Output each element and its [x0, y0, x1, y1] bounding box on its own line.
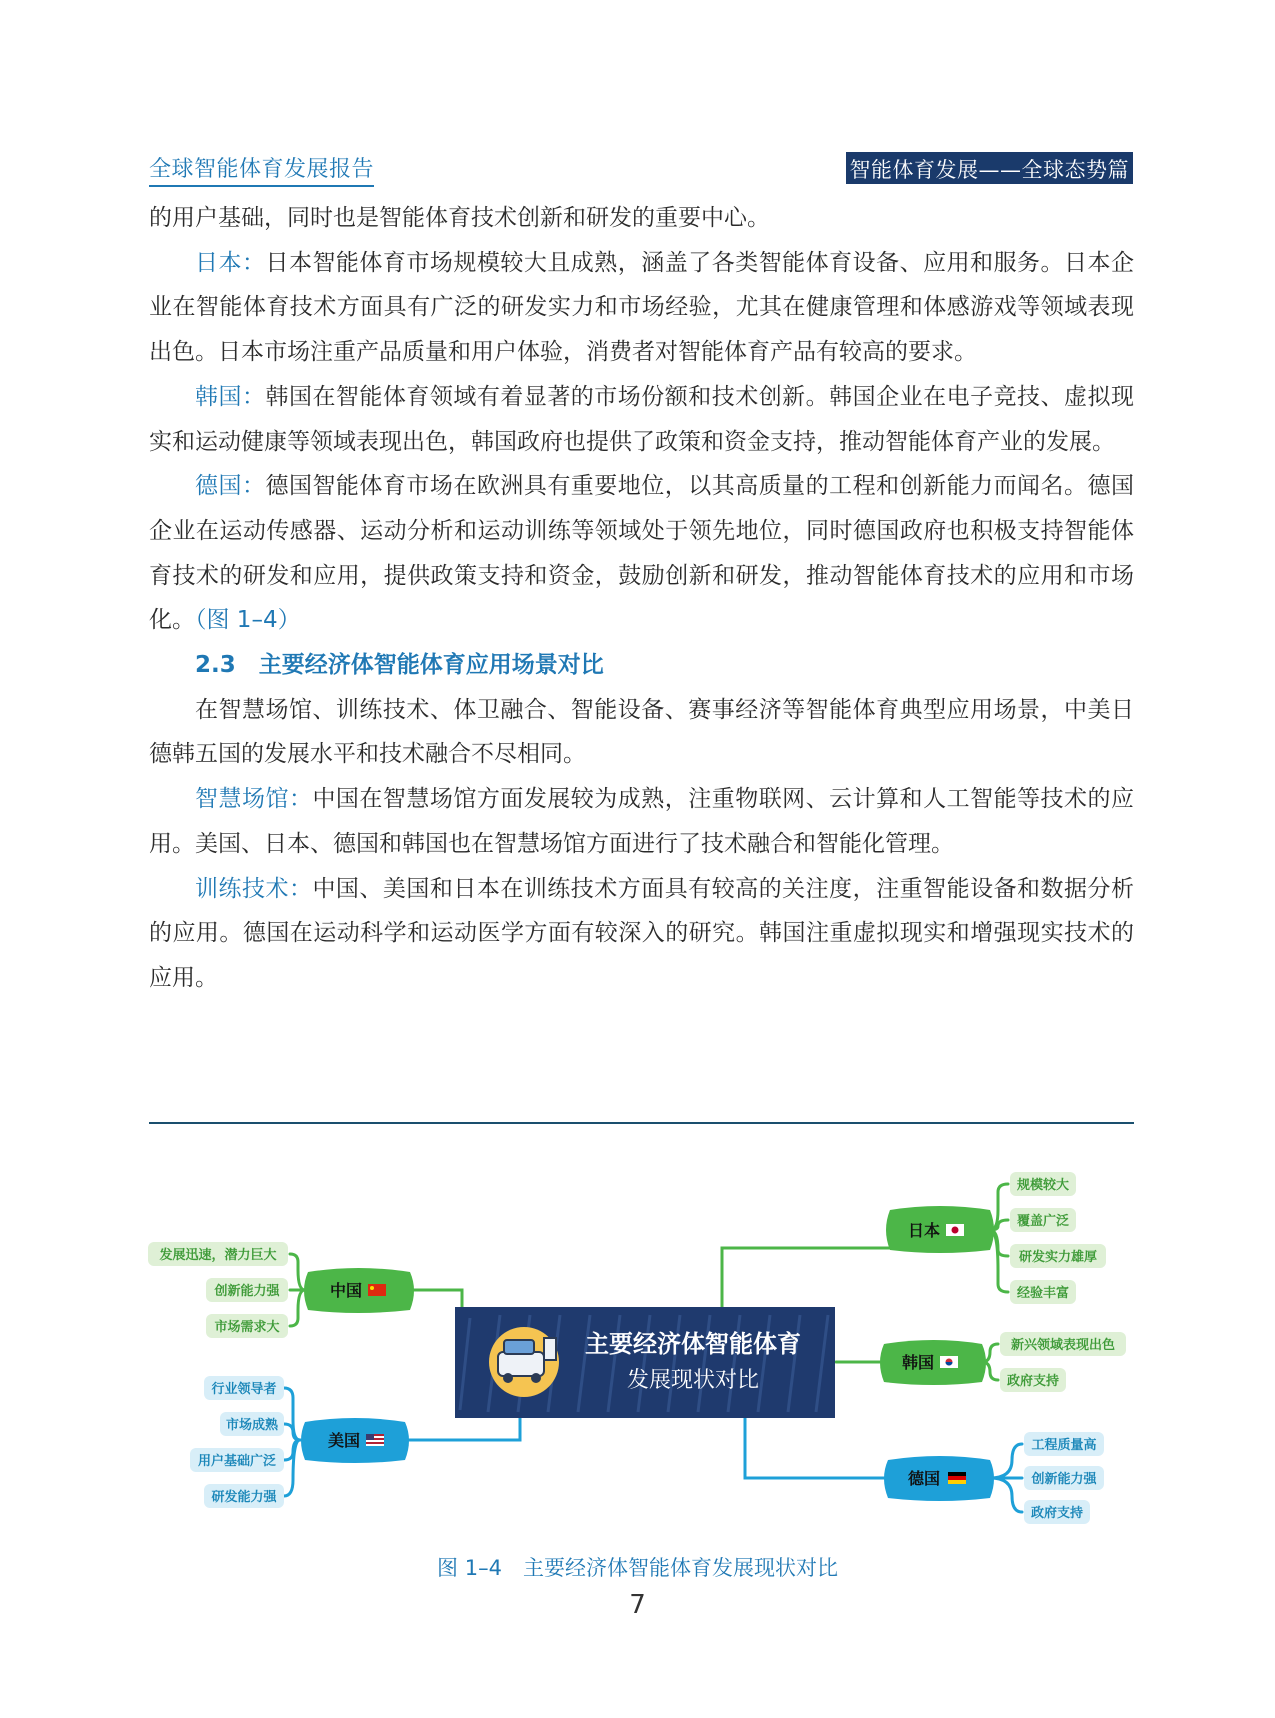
flag-de-icon — [948, 1472, 966, 1484]
section-heading: 2.3 主要经济体智能体育应用场景对比 — [195, 652, 604, 679]
tag-china-2-label: 市场需求大 — [214, 1320, 280, 1335]
tags-japan — [1010, 1172, 1106, 1304]
keyword-smart-venue: 智慧场馆： — [195, 786, 313, 813]
keyword-training: 训练技术： — [195, 875, 313, 902]
tag-usa-3-label: 研发能力强 — [211, 1490, 277, 1505]
tag-usa-0-label: 行业领导者 — [211, 1382, 277, 1397]
tags-usa — [190, 1376, 284, 1508]
node-china[interactable] — [304, 1268, 414, 1313]
running-header-section: 智能体育发展——全球态势篇 — [846, 152, 1134, 184]
paragraph-japan-text: 日本智能体育市场规模较大且成熟，涵盖了各类智能体育设备、应用和服务。日本企业在智能体育技术方面具有广泛的研发实力和市场经验，尤其在健康管理和体感游戏等领域表现出色。日本市场注重产品质量和用户体验，消费者对智能体育产品有较高的要求。 — [149, 249, 1135, 366]
figure-reference-link[interactable]: （图 1–4） — [195, 607, 301, 634]
tag-usa-1-label: 市场成熟 — [225, 1418, 279, 1433]
flag-kr-icon — [940, 1356, 958, 1368]
keyword-germany: 德国： — [195, 473, 266, 500]
node-usa[interactable] — [301, 1418, 409, 1463]
tag-china-1-label: 创新能力强 — [214, 1284, 280, 1299]
node-usa-label: 美国 — [328, 1431, 361, 1450]
paragraph-smart-venue-text: 中国在智慧场馆方面发展较为成熟，注重物联网、云计算和人工智能等技术的应用。美国、日本、德国和韩国也在智慧场馆方面进行了技术融合和智能化管理。 — [149, 786, 1135, 857]
paragraph-scenarios: 在智慧场馆、训练技术、体卫融合、智能设备、赛事经济等智能体育典型应用场景，中美日德韩五国的发展水平和技术融合不尽相同。 — [149, 696, 1134, 768]
tag-korea-1-label: 政府支持 — [1006, 1374, 1060, 1389]
tag-japan-3-label: 经验丰富 — [1016, 1286, 1070, 1301]
bracket-germany-1 — [990, 1444, 1022, 1478]
connector-china — [410, 1290, 462, 1307]
center-title-line1: 主要经济体智能体育 — [585, 1330, 801, 1358]
node-japan[interactable] — [886, 1206, 994, 1253]
flag-jp-icon — [946, 1224, 964, 1236]
connector-usa — [405, 1418, 520, 1440]
tags-germany — [1024, 1432, 1104, 1524]
tag-germany-1-label: 创新能力强 — [1031, 1472, 1097, 1487]
center-title-line2: 发展现状对比 — [626, 1368, 760, 1393]
center-node — [455, 1307, 835, 1418]
bracket-china-3 — [290, 1290, 305, 1326]
connector-japan — [722, 1248, 890, 1307]
tags-korea — [1000, 1332, 1126, 1392]
node-korea[interactable] — [880, 1340, 986, 1385]
tag-japan-0-label: 规模较大 — [1016, 1178, 1070, 1193]
node-germany[interactable] — [884, 1456, 994, 1501]
paragraph-korea-text: 韩国在智能体育领域有着显著的市场份额和技术创新。韩国企业在电子竞技、虚拟现实和运动健康等领域表现出色，韩国政府也提供了政策和资金支持，推动智能体育产业的发展。 — [149, 383, 1135, 455]
tag-germany-0-label: 工程质量高 — [1031, 1438, 1097, 1453]
page-number: 7 — [629, 1590, 646, 1620]
tag-korea-0-label: 新兴领域表现出色 — [1010, 1338, 1116, 1353]
node-japan-label: 日本 — [908, 1221, 941, 1240]
node-germany-label: 德国 — [908, 1469, 941, 1488]
flag-us-icon — [366, 1434, 384, 1446]
tag-japan-2-label: 研发实力雄厚 — [1018, 1250, 1098, 1265]
tag-china-0-label: 发展迅速，潜力巨大 — [159, 1248, 277, 1263]
running-header-title: 全球智能体育发展报告 — [149, 152, 374, 187]
connector-germany — [745, 1418, 888, 1478]
bracket-china-1 — [290, 1254, 305, 1290]
figure-caption: 图 1–4 主要经济体智能体育发展现状对比 — [437, 1556, 838, 1580]
paragraph-training-text: 中国、美国和日本在训练技术方面具有较高的关注度，注重智能设备和数据分析的应用。德国在运动科学和运动医学方面有较深入的研究。韩国注重虚拟现实和增强现实技术的应用。 — [149, 875, 1135, 991]
keyword-japan: 日本： — [195, 249, 266, 276]
tag-japan-1-label: 覆盖广泛 — [1016, 1214, 1070, 1229]
tag-germany-2-label: 政府支持 — [1030, 1506, 1084, 1521]
tags-china — [148, 1242, 288, 1338]
paragraph-germany-text: 德国智能体育市场在欧洲具有重要地位，以其高质量的工程和创新能力而闻名。德国企业在运动传感器、运动分析和运动训练等领域处于领先地位，同时德国政府也积极支持智能体育技术的研发和应用，提供政策支持和资金，鼓励创新和研发，推动智能体育技术的应用和市场化。 — [149, 473, 1135, 634]
robot-car-icon — [489, 1327, 559, 1397]
bracket-germany-3 — [990, 1478, 1022, 1512]
keyword-korea: 韩国： — [195, 383, 266, 410]
node-china-label: 中国 — [330, 1281, 363, 1300]
flag-cn-icon — [368, 1284, 386, 1296]
tag-usa-2-label: 用户基础广泛 — [197, 1454, 277, 1469]
paragraph-continuation: 的用户基础，同时也是智能体育技术创新和研发的重要中心。 — [149, 205, 770, 231]
node-korea-label: 韩国 — [902, 1353, 935, 1372]
